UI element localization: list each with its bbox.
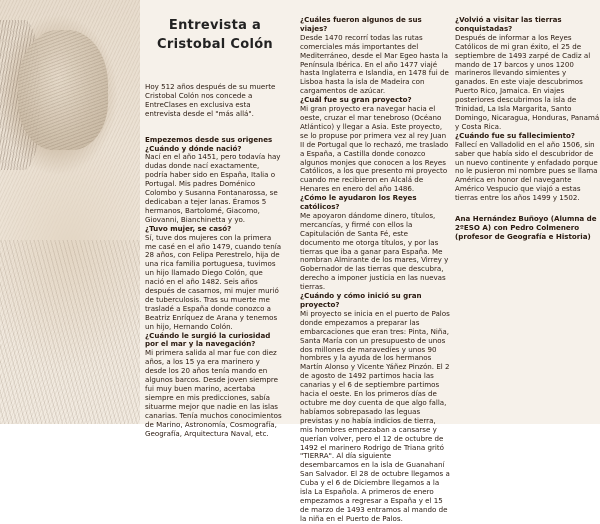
question-3: ¿Cuándo le surgió la curiosidad por el mar y la navegación?: [145, 330, 271, 349]
intro-paragraph: Hoy 512 años después de su muerte Cristobal Colón nos concede a EntreClases en exclusiva esta entrevista desde el "más allá".: [145, 82, 276, 118]
answer-3: Mi primera salida al mar fue con diez años, a los 15 ya era marinero y desde los 20 años tenía mando en algunos barcos. Desde joven siempre fui muy buen marino, acertaba siempre en mis predicciones, sabía situarme mejor que nadie en las islas canarias. Tenía muchos conocimientos de Marino, Astronomía, Cosmografía, Geografía, Arquitectura Naval, etc.: [145, 348, 282, 438]
answer-8: Después de informar a los Reyes Católicos de mi gran éxito, el 25 de septiembre de 1493 zarpé de Cadiz al mando de 17 barcos y unos 1200 marineros llevando simientes y ganados. En este viaje descubrimos Puerto Rico, Jamaica. En viajes posteriores descubrimos la isla de Trinidad, La Isla Margarita, Santo Domingo, Nicaragua, Honduras, Panamá y Costa Rica.: [455, 32, 600, 131]
answer-4: Desde 1470 recorrí todas las rutas comerciales más importantes del Mediterráneo, desde el Mar Egeo hasta la Península Ibérica. En el año 1477 viajé hasta Inglaterra e Islandia, en 1478 fui de Lisboa hasta la isla de Madeira con cargamentos de azúcar.: [300, 32, 449, 96]
question-9: ¿Cuándo fue su fallecimiento?: [455, 130, 576, 140]
question-5: ¿Cuál fue su gran proyecto?: [300, 95, 412, 105]
question-4: ¿Cuáles fueron algunos de sus viajes?: [300, 15, 422, 33]
question-6: ¿Cómo le ayudaron los Reyes católicos?: [300, 193, 417, 212]
question-2: ¿Tuvo mujer, se casó?: [145, 223, 232, 233]
question-8: ¿Volvió a visitar las tierras conquistadas?: [455, 15, 562, 33]
question-1: ¿Cuándo y dónde nació?: [145, 143, 242, 153]
answer-2: Sí, tuve dos mujeres con la primera me casé en el año 1479, cuando tenía 28 años, con Felipa Perestrelo, hija de una rica familia portuguesa, tuvimos un hijo llamado Diego Colón, que nació en el año 1482. Seis años después de casarnos, mi mujer murió de tuberculosis. Tras su muerte me trasladé a España donde conozco a Beatriz Enríquez de Arana y tenemos un hijo, Hernando Colón.: [145, 232, 282, 331]
answer-1: Nací en el año 1451, pero todavía hay dudas donde nací exactamente, podría haber sido en España, Italia o Portugal. Mis padres Doménico Colombo y Susanna Fontanarossa, se dedicaban a tejer lanas. Éramos 5 hermanos, Bartolomé, Giacomo, Giovanni, Bianchinetta y yo.: [145, 152, 281, 224]
answer-7: Mi proyecto se inicia en el puerto de Palos donde empezamos a preparar las embarcaciones que eran tres: Pinta, Niña, Santa María con un presupuesto de unos dos millones de maravedíes y unos 90 hombres y la ayuda de los hermanos Martín Alonso y Vicente Yáñez Pinzón. El 2 de agosto de 1492 partimos hacia las canarias y el 6 de septiembre partimos hacia el oeste. En los primeros días de octubre me doy cuenta de que algo falla, habíamos sobrepasado las leguas previstas y no había indicios de tierra, mis hombres empezaban a cansarse y querían volver, pero el 12 de octubre de 1492 el marinero Rodrigo de Triana gritó "TIERRA". Al día siguiente desembarcamos en la isla de Guanahaní San Salvador. El 28 de octubre llegamos a Cuba y el 6 de Diciembre llegamos a la isla La Española. A primeros de enero empezamos a regresar a España y el 15 de marzo de 1493 entramos al mando de la niña en el Puerto de Palos.: [300, 308, 450, 523]
portrait-coat: [0, 240, 140, 424]
columbus-portrait: [0, 0, 140, 424]
column-1: [145, 83, 283, 438]
column-2: [300, 16, 450, 524]
question-7: ¿Cuándo y cómo inició su gran proyecto?: [300, 291, 422, 309]
answer-9: Fallecí en Valladolid en el año 1506, sin saber que había sido el descubridor de un nuevo continente y enfadado porque no le pusieron mi nombre pues se llama América en honor del navegante Américo Vespucio que viajó a estas tierras entre los años 1499 y 1502.: [455, 139, 598, 203]
authors-credit: Ana Hernández Buñoyo (Alumna de 2ºESO A) con Pedro Colmenero (profesor de Geografía e Historia): [455, 214, 597, 241]
title-line-2: Cristobal Colón: [157, 37, 273, 52]
column-3: [455, 16, 600, 242]
answer-6: Me apoyaron dándome dinero, títulos, mercancías, y firmé con ellos la Capitulación de Santa Fé, este documento me otorga títulos, y por las tierras que iba a ganar para España. Me nombran Almirante de los mares, Virrey y Gobernador de las tierras que descubra, derecho a imponer justicia en las nuevas tierras.: [300, 210, 449, 292]
portrait-face: [18, 30, 108, 150]
section-heading: Empezemos desde sus origenes: [145, 134, 273, 144]
page-title: [140, 16, 290, 54]
answer-5: Mi gran proyecto era navegar hacia el oeste, cruzar el mar tenebroso (Océano Atlántico) y llegar a Asia. Este proyecto, se lo propuse por primera vez al rey Juan II de Portugal que lo rechazó, me traslado a España, a Castilla donde conozco algunos monjes que conocen a los Reyes Católicos, a los que presento mi proyecto cuando me recibieron en Alcalá de Henares en enero del año 1486.: [300, 104, 449, 194]
title-line-1: Entrevista a: [168, 18, 262, 33]
